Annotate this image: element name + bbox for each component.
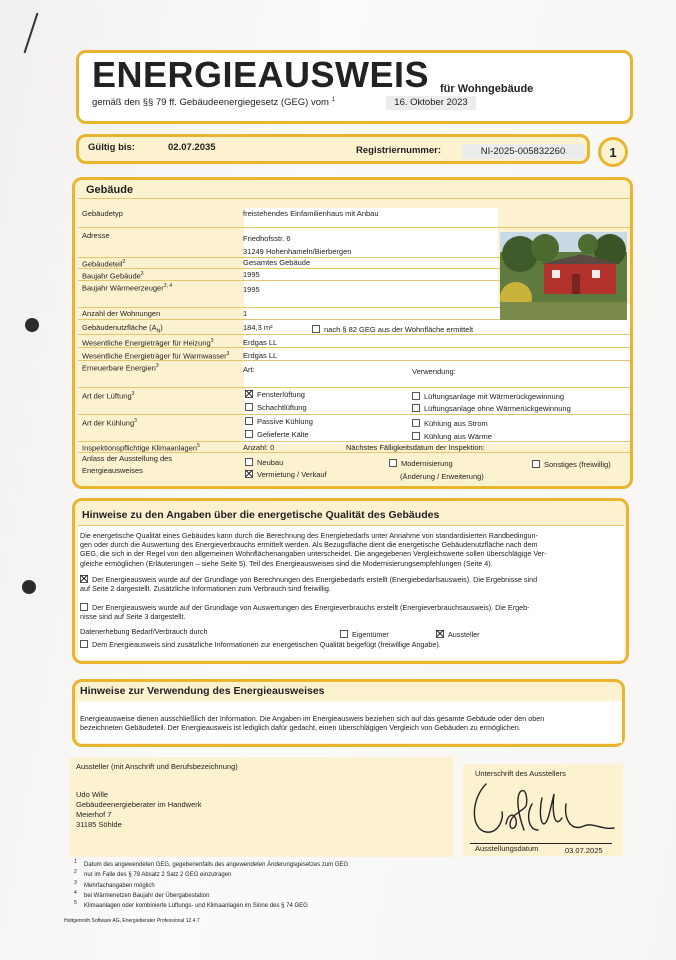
label-nutzflaeche: Gebäudenutzfläche $(A_N)$ [82, 323, 163, 335]
building-photo [500, 232, 627, 320]
value-gebaeudeteil: Gesamtes Gebäude [243, 258, 311, 267]
checkbox-aussteller[interactable] [436, 630, 444, 638]
document-subtitle: für Wohngebäude [440, 83, 534, 95]
option-lueftung-mit-wrg: Lüftungsanlage mit Wärmerückgewinnung [412, 392, 564, 401]
law-date: 16. Oktober 2023 [386, 96, 476, 110]
label-naechste-inspektion: Nächstes Fälligkeitsdatum der Inspektion: [346, 443, 485, 452]
issue-date-value: 03.07.2025 [565, 846, 603, 855]
value-wohnungen: 1 [243, 309, 248, 318]
signature-label: Unterschrift des Ausstellers [475, 769, 566, 778]
label-lueftung: Art der Lüftung$^3$ [82, 391, 135, 401]
option-fensterlueftung: Fensterlüftung [245, 390, 305, 399]
checkbox-lueftung-ohne-wrg[interactable] [412, 404, 420, 412]
punch-hole-bottom [22, 580, 36, 594]
label-wohnungen: Anzahl der Wohnungen [82, 309, 161, 318]
option-aussteller: Aussteller [436, 630, 480, 639]
checkbox-sonstiges[interactable] [532, 460, 540, 468]
value-nutzflaeche: 184,3 m² [243, 323, 273, 332]
value-baujahr-waerme: 1995 [243, 285, 260, 294]
signature-image [466, 774, 622, 844]
footnote-2: $^2$ nur im Falle des § 79 Absatz 2 Satz 2 GEG einzutragen [74, 869, 232, 879]
checkbox-kuehlung-strom[interactable] [412, 419, 420, 427]
option-schachtlueftung: Schachtlüftung [245, 403, 307, 412]
footnote-1: $^1$ Datum des angewendeten GEG, gegebenenfalls des angewendeten Änderungsgesetzes zum GEG [74, 859, 349, 868]
checkbox-zusatzinfo[interactable] [80, 640, 88, 648]
row-kuehlung [78, 415, 630, 442]
law-reference: gemäß den §§ 79 ff. Gebäudeenergiegesetz (GEG) vom $^1$ [92, 97, 335, 109]
option-kuehlung-waerme: Kühlung aus Wärme [412, 432, 492, 441]
row-baujahr-waerme [78, 281, 500, 308]
checkbox-vermietung[interactable] [245, 470, 253, 478]
label-baujahr: Baujahr Gebäude$^3$ [82, 271, 144, 281]
value-adresse-street: Friedhofsstr. 6 [243, 234, 291, 243]
label-baujahr-waerme: Baujahr Wärmeerzeuger$^{3, 4}$ [82, 283, 173, 293]
row-erneuerbar [78, 361, 630, 388]
option-eigentuemer: Eigentümer [340, 630, 389, 639]
divider [78, 198, 630, 199]
checkbox-lueftung-mit-wrg[interactable] [412, 392, 420, 400]
option-sonstiges: Sonstiges (freiwillig) [532, 460, 611, 469]
notes-usage-title: Hinweise zur Verwendung des Energieausweises [80, 685, 325, 697]
label-heizung: Wesentliche Energieträger für Heizung$^3$ [82, 338, 214, 348]
registration-number: NI-2025-005832260 [462, 144, 584, 159]
option-gelieferte-kaelte: Gelieferte Kälte [245, 430, 309, 439]
issuer-label: Aussteller (mit Anschrift und Berufsbezeichnung) [76, 762, 238, 771]
row-heizung [78, 335, 630, 348]
row-adresse [78, 228, 500, 258]
checkbox-eigentuemer[interactable] [340, 630, 348, 638]
pen-mark [24, 13, 39, 54]
option-modernisierung: Modernisierung [389, 459, 453, 468]
label-anlass-2: Energieausweises [82, 466, 143, 475]
registration-label: Registriernummer: [356, 145, 441, 156]
text-aenderung: (Änderung / Erweiterung) [400, 472, 484, 481]
value-baujahr: 1995 [243, 270, 260, 279]
option-neubau: Neubau [245, 458, 283, 467]
page-number-badge: 1 [598, 137, 628, 167]
issuer-address: Udo Wille Gebäudeenergieberater im Handwerk Meierhof 7 31185 Söhlde [76, 790, 202, 829]
building-section-title: Gebäude [86, 184, 134, 196]
checkbox-kuehlung-waerme[interactable] [412, 432, 420, 440]
label-adresse: Adresse [82, 231, 110, 240]
checkbox-verbrauchsausweis[interactable] [80, 603, 88, 611]
row-gebaeudeteil [78, 258, 500, 269]
valid-until-label: Gültig bis: [88, 142, 135, 153]
punch-hole-top [25, 318, 39, 332]
row-anlass [78, 453, 630, 483]
label-klimaanlagen: Inspektionspflichtige Klimaanlagen$^5$ [82, 443, 200, 453]
checkbox-schachtlueftung[interactable] [245, 403, 253, 411]
valid-until-value: 02.07.2035 [168, 142, 216, 153]
footnote-3: $^3$ Mehrfachangaben möglich [74, 879, 155, 889]
option-bedarfsausweis: Der Energieausweis wurde auf der Grundlage von Berechnungen des Energiebedarfs erstellt (Energiebedarfsausweis). Die Ergebnisse sind auf Seite 2 dargestellt. Zusätzliche Informationen zum Verbrauch sind freiwillig. [80, 575, 538, 594]
document-title: ENERGIEAUSWEIS [92, 54, 430, 95]
label-erneuerbar: Erneuerbare Energien$^3$ [82, 363, 159, 373]
footnote-4: $^4$ bei Wärmenetzen Baujahr der Übergabestation [74, 889, 210, 899]
row-gebaeudetyp [78, 208, 630, 228]
label-anlass-1: Anlass der Ausstellung des [82, 454, 173, 463]
footnotes [74, 859, 348, 910]
checkbox-fensterlueftung[interactable] [245, 390, 253, 398]
label-gebaeudetyp: Gebäudetyp [82, 209, 123, 218]
row-baujahr [78, 269, 500, 281]
option-vermietung: Vermietung / Verkauf [245, 470, 327, 479]
notes-quality-title: Hinweise zu den Angaben über die energetische Qualität des Gebäudes [82, 509, 440, 521]
footnote-5: $^5$ Klimaanlagen oder kombinierte Lüftungs- und Klimaanlagen im Sinne des § 74 GEG [74, 900, 308, 910]
value-klimaanlagen: Anzahl: 0 [243, 443, 275, 452]
checkbox-nutzflaeche[interactable] [312, 325, 320, 333]
label-kuehlung: Art der Kühlung$^3$ [82, 418, 137, 428]
checkbox-modernisierung[interactable] [389, 459, 397, 467]
label-datenerhebung: Datenerhebung Bedarf/Verbrauch durch [80, 627, 208, 636]
row-klimaanlagen [78, 442, 630, 453]
option-verbrauchsausweis: Der Energieausweis wurde auf der Grundlage von Auswertungen des Energieverbrauchs erstellt (Energieverbrauchsausweis). Die Ergeb- nisse sind auf Seite 3 dargestellt. [80, 603, 530, 622]
notes-usage-paragraph: Energieausweise dienen ausschließlich der Information. Die Angaben im Energieausweis beziehen sich auf das gesamte Gebäude oder den oben bezeichneten Gebäudeteil. Der Energieausweis ist lediglich dafür gedacht, einen überschlägigen Vergleich von Gebäuden zu ermöglichen. [80, 714, 545, 733]
row-wohnungen [78, 308, 500, 320]
issue-date-label: Ausstellungsdatum [475, 844, 539, 853]
value-gebaeudetyp: freistehendes Einfamilienhaus mit Anbau [243, 209, 379, 218]
value-warmwasser: Erdgas LL [243, 351, 278, 360]
checkbox-passive-kuehlung[interactable] [245, 417, 253, 425]
label-warmwasser: Wesentliche Energieträger für Warmwasser$^3$ [82, 351, 230, 361]
checkbox-bedarfsausweis[interactable] [80, 575, 88, 583]
row-lueftung [78, 388, 630, 415]
value-adresse-city: 31249 Hohenhameln/Bierbergen [243, 247, 352, 256]
option-nutzflaeche: nach § 82 GEG aus der Wohnfläche ermittelt [312, 325, 473, 334]
value-heizung: Erdgas LL [243, 338, 278, 347]
notes-quality-paragraph: Die energetische Qualität eines Gebäudes kann durch die Berechnung des Energiebedarfs unter Annahme von standardisierten Randbedingun- gen oder durch die Auswertung des Energieverbrauchs ermittelt werden. Als Bezugsfläche dient die energetische Gebäudenutzfläche nach dem GEG, die sich in der Regel von den allgemeinen Wohnflächenangaben unterscheidet. Die angegebenen Vergleichswerte sollen überschlägige Ver- gleiche ermöglichen (Erläuterungen – siehe Seite 5). Teil des Energieausweises sind die Modernisierungsempfehlungen (Seite 4). [80, 531, 547, 568]
checkbox-neubau[interactable] [245, 458, 253, 466]
row-warmwasser [78, 348, 630, 361]
option-zusatzinfo: Dem Energieausweis sind zusätzliche Informationen zur energetischen Qualität beigefügt (freiwillige Angabe). [80, 640, 441, 649]
row-nutzflaeche [78, 320, 630, 335]
checkbox-gelieferte-kaelte[interactable] [245, 430, 253, 438]
software-note: Hottgenroth Software AG, Energieberater Professional 12.4.7 [64, 918, 200, 924]
value-erneuerbar-verwendung: Verwendung: [412, 367, 456, 376]
option-passive-kuehlung: Passive Kühlung [245, 417, 313, 426]
option-lueftung-ohne-wrg: Lüftungsanlage ohne Wärmerückgewinnung [412, 404, 571, 413]
option-kuehlung-strom: Kühlung aus Strom [412, 419, 488, 428]
label-gebaeudeteil: Gebäudeteil$^2$ [82, 259, 126, 269]
value-erneuerbar-art: Art: [243, 365, 255, 374]
